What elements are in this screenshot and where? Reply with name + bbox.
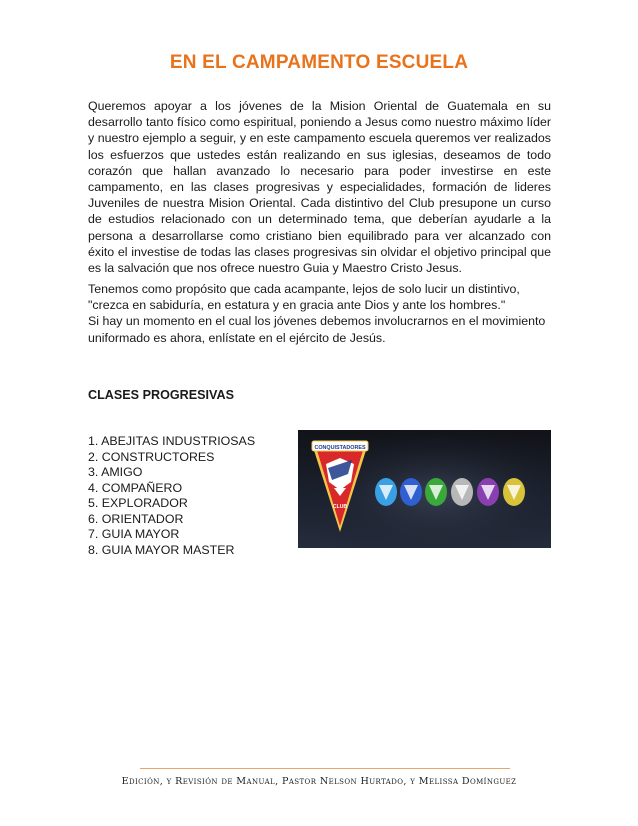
emblem-banner-text: CONQUISTADORES bbox=[314, 445, 366, 451]
list-item: 2. CONSTRUCTORES bbox=[88, 449, 215, 464]
list-item: 7. GUIA MAYOR bbox=[88, 527, 180, 541]
classes-list bbox=[88, 434, 255, 558]
badge-icon bbox=[375, 478, 397, 506]
purpose-paragraph bbox=[88, 281, 551, 346]
list-item: 1. ABEJITAS INDUSTRIOSAS bbox=[88, 434, 256, 448]
badge-icon bbox=[400, 478, 422, 506]
list-item: 8. GUIA MAYOR MASTER bbox=[88, 542, 235, 557]
badge-icon bbox=[451, 478, 473, 506]
classes-heading: CLASES PROGRESIVAS bbox=[88, 388, 235, 402]
footer-divider bbox=[140, 768, 510, 769]
intro-paragraph: Queremos apoyar a los jóvenes de la Mision Oriental de Guatemala en su desarrollo tanto físico como espiritual, poniendo a Jesus como nuestro máximo líder y nuestro ejemplo a seguir, y en este campamento escuela queremos ver realizados los esfuerzos que ustedes están realizando en sus iglesias, deseamos de todo corazón que hallan avanzado lo necesario para poder investirse en este campamento, en las clases progresivas y especialidades, formación de lideres Juveniles de nuestra Mision Oriental. Cada distintivo del Club presupone un curso de estudios relacionado con un determinado tema, que deberían ayudarle a la persona a desarrollarse como cristiano bien equilibrado para ver alcanzado con éxito el investise de todas las clases progresivas sin olvidar el objetivo principal que es la salvación que nos ofrece nuestro Guia y Maestro Cristo Jesus. bbox=[88, 99, 551, 276]
pathfinder-emblem-banner bbox=[298, 430, 551, 548]
badge-icon bbox=[425, 478, 447, 506]
list-item: 4. COMPAÑERO bbox=[88, 480, 183, 495]
list-item: 3. AMIGO bbox=[88, 465, 143, 479]
purpose-line: Tenemos como propósito que cada acampante, lejos de solo lucir un distintivo, bbox=[88, 282, 520, 296]
badge-icon bbox=[477, 478, 499, 506]
list-item: 5. EXPLORADOR bbox=[88, 496, 188, 510]
purpose-quote: "crezca en sabiduría, en estatura y en gracia ante Dios y ante los hombres." bbox=[88, 298, 506, 313]
list-item: 6. ORIENTADOR bbox=[88, 511, 184, 526]
page-title: EN EL CAMPAMENTO ESCUELA bbox=[169, 52, 469, 73]
badge-icon bbox=[503, 478, 525, 506]
footer-credits: Edición, y Revisión de Manual, Pastor Nelson Hurtado, y Melissa Domínguez bbox=[121, 776, 517, 787]
purpose-line: Si hay un momento en el cual los jóvenes debemos involucrarnos en el movimiento uniformado es ahora, enlístate en el ejército de Jesús. bbox=[88, 314, 546, 345]
pathfinder-emblem-icon bbox=[298, 430, 551, 548]
emblem-club-text: CLUB bbox=[333, 504, 347, 510]
